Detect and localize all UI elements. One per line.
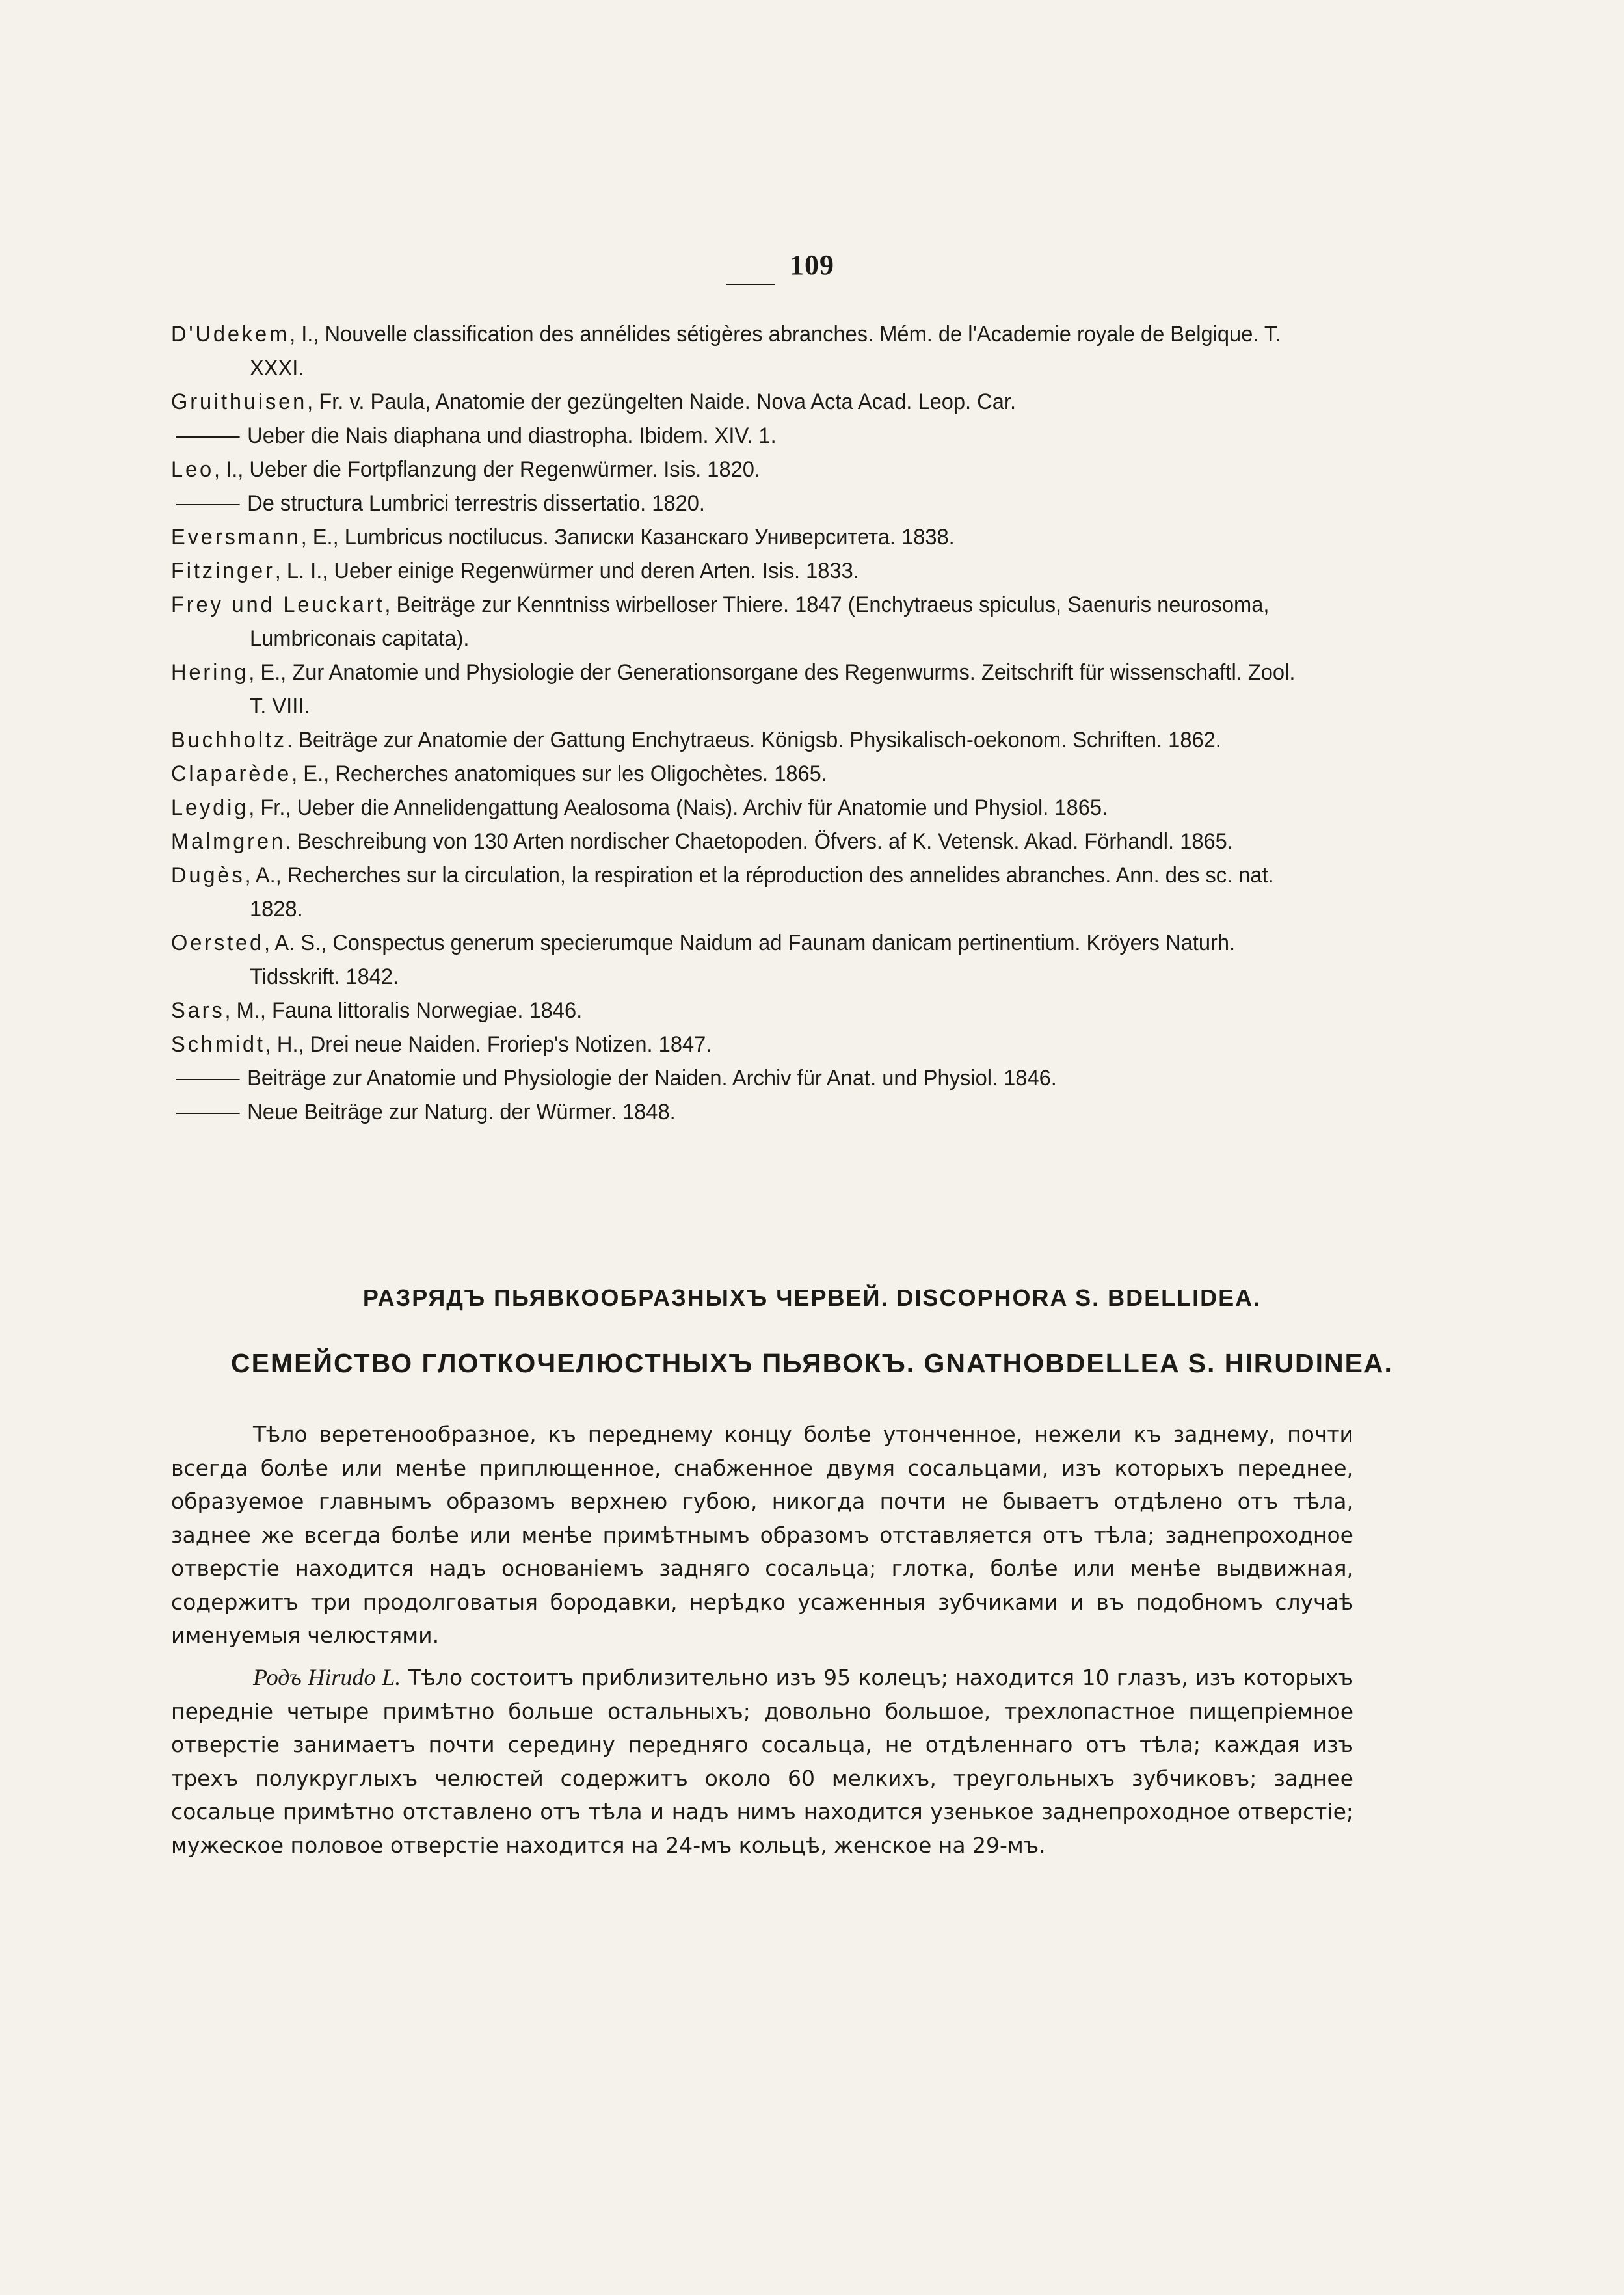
reference-author: D'Udekem — [171, 322, 290, 347]
ditto-dash — [176, 436, 240, 438]
reference-author: Leydig — [171, 795, 249, 820]
reference-text: , I., Ueber die Fortpflanzung der Regenwürmer. Isis. 1820. — [213, 457, 760, 482]
genus-description: Тѣло состоитъ приблизительно изъ 95 колецъ; находится 10 глазъ, изъ которыхъ передніе четыре примѣтно больше остальныхъ; довольно большое, трехлопастное пищепріемное отверстіе занимаетъ почти середину передняго сосальца, не отдѣленнаго отъ тѣла; каждая изъ трехъ полукруглыхъ челюстей содержитъ около 60 мелкихъ, треугольныхъ зубчиковъ; заднее сосальце примѣтно отставлено отъ тѣла и надъ нимъ находится узенькое заднепроходное отверстіе; мужеское половое отверстіе находится на 24-мъ кольцѣ, женское на 29-мъ. — [171, 1665, 1353, 1858]
reference-author: Hering — [171, 660, 249, 685]
paragraph-2-text — [171, 1661, 1353, 1862]
reference-text: , Beiträge zur Kenntniss wirbelloser Thiere. 1847 (Enchytraeus spiculus, Saenuris neurosoma, Lumbriconais capitata). — [249, 592, 1270, 651]
reference-text: , M., Fauna littoralis Norwegiae. 1846. — [224, 998, 583, 1023]
reference-entry — [171, 453, 1306, 486]
reference-text: , L. I., Ueber einige Regenwürmer und deren Arten. Isis. 1833. — [274, 559, 859, 583]
reference-entry — [171, 723, 1306, 757]
reference-entry — [171, 1095, 1306, 1129]
reference-text: , E., Recherches anatomiques sur les Oligochètes. 1865. — [291, 762, 827, 786]
paragraph-1-text: Тѣло веретенообразное, къ переднему концу болѣе утонченное, нежели къ заднему, почти всегда болѣе или менѣе приплющенное, снабженное двумя сосальцами, изъ которыхъ переднее, образуемое главнымъ образомъ верхнею губою, никогда почти не бываетъ отдѣлено отъ тѣла, заднее же всегда болѣе или менѣе примѣтнымъ образомъ отставляется отъ тѣла; заднепроходное отверстіе находится надъ основаніемъ задняго сосальца; глотка, болѣе или менѣе выдвижная, содержитъ три продолговатыя бородавки, нерѣдко усаженныя зубчиками и въ подобномъ случаѣ именуемыя челюстями. — [171, 1422, 1353, 1648]
reference-text: , Fr. v. Paula, Anatomie der gezüngelten Naide. Nova Acta Acad. Leop. Car. — [307, 390, 1017, 414]
ditto-dash — [176, 1079, 240, 1080]
reference-entry — [171, 317, 1306, 385]
reference-entry — [171, 926, 1306, 994]
reference-text: . Beschreibung von 130 Arten nordischer Chaetopoden. Öfvers. af K. Vetensk. Akad. Förhandl. 1865. — [285, 829, 1233, 854]
reference-entry — [171, 486, 1306, 520]
reference-entry — [171, 791, 1306, 825]
reference-entry — [171, 825, 1306, 858]
ditto-dash — [176, 1113, 240, 1114]
reference-entry — [171, 385, 1306, 419]
reference-author: Claparède — [171, 762, 292, 786]
reference-text: Neue Beiträge zur Naturg. der Würmer. 1848. — [247, 1100, 676, 1124]
reference-entry — [171, 1061, 1306, 1095]
paragraph-description — [171, 1418, 1353, 1652]
reference-text: , A., Recherches sur la circulation, la respiration et la réproduction des annelides abranches. Ann. des sc. nat. 1828. — [245, 863, 1274, 922]
reference-author: Gruithuisen — [171, 390, 308, 414]
reference-entry — [171, 419, 1306, 453]
paragraph-genus-hirudo — [171, 1661, 1353, 1862]
reference-text: Ueber die Nais diaphana und diastropha. Ibidem. XIV. 1. — [247, 423, 777, 448]
reference-entry — [171, 858, 1306, 926]
order-heading: РАЗРЯДЪ ПЬЯВКООБРАЗНЫХЪ ЧЕРВЕЙ. DISCOPHORA S. BDELLIDEA. — [362, 1284, 1262, 1311]
reference-text: , E., Zur Anatomie und Physiologie der Generationsorgane des Regenwurms. Zeitschrift für wissenschaftl. Zool. T. VIII. — [248, 660, 1296, 719]
reference-author: Dugès — [171, 863, 245, 888]
reference-entry — [171, 994, 1306, 1028]
reference-author: Malmgren — [171, 829, 286, 854]
reference-text: . Beiträge zur Anatomie der Gattung Enchytraeus. Königsb. Physikalisch-oekonom. Schriften. 1862. — [286, 728, 1221, 752]
reference-entry — [171, 520, 1306, 554]
reference-author: Buchholtz — [171, 728, 287, 752]
reference-author: Frey und Leuckart — [171, 592, 385, 617]
reference-author: Schmidt — [171, 1032, 265, 1057]
page-number: 109 — [790, 249, 834, 281]
reference-text: , Fr., Ueber die Annelidengattung Aealosoma (Nais). Archiv für Anatomie und Physiol. 1865. — [248, 795, 1108, 820]
family-heading: СЕМЕЙСТВО ГЛОТКОЧЕЛЮСТНЫХЪ ПЬЯВОКЪ. GNATHOBDELLEA S. HIRUDINEA. — [231, 1348, 1393, 1378]
reference-text: , I., Nouvelle classification des annélides sétigères abranches. Mém. de l'Academie royale de Belgique. T. XXXI. — [249, 322, 1281, 380]
ditto-dash — [176, 504, 240, 505]
reference-text: , H., Drei neue Naiden. Froriep's Notizen. 1847. — [265, 1032, 712, 1057]
reference-entry — [171, 757, 1306, 791]
reference-entry — [171, 554, 1306, 588]
genus-lead: Родъ Hirudo L. — [253, 1664, 401, 1690]
reference-text: , E., Lumbricus noctilucus. Записки Казанскаго Университета. 1838. — [300, 525, 955, 550]
reference-entry — [171, 588, 1306, 656]
reference-author: Sars — [171, 998, 225, 1023]
reference-author: Leo — [171, 457, 214, 482]
reference-text: Beiträge zur Anatomie und Physiologie der Naiden. Archiv für Anat. und Physiol. 1846. — [247, 1066, 1057, 1091]
page-number-underline — [726, 284, 775, 285]
reference-author: Fitzinger — [171, 559, 275, 583]
reference-text: , A. S., Conspectus generum specierumque Naidum ad Faunam danicam pertinentium. Kröyers Naturh. Tidsskrift. 1842. — [249, 931, 1236, 989]
reference-author: Oersted — [171, 931, 264, 955]
reference-author: Eversmann — [171, 525, 301, 550]
bibliography — [171, 317, 1353, 1129]
reference-text: De structura Lumbrici terrestris dissertatio. 1820. — [247, 491, 705, 516]
reference-entry — [171, 656, 1306, 723]
reference-entry — [171, 1028, 1306, 1061]
